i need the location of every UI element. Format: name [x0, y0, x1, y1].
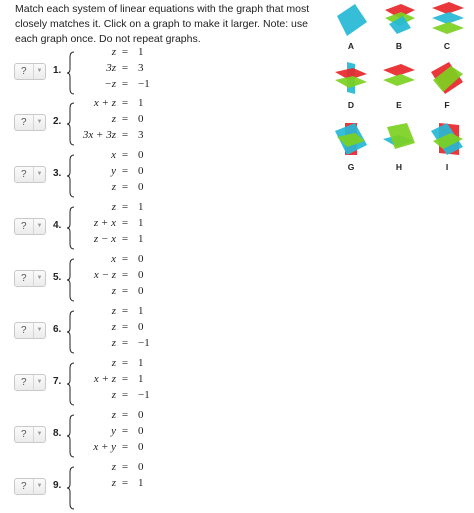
question-number: 7. [53, 376, 62, 387]
equation-lhs: z [111, 389, 116, 401]
equation-rhs: 1 [138, 305, 144, 317]
equation [0, 46, 160, 60]
question-number: 1. [53, 65, 62, 76]
equation-operator: = [121, 357, 129, 369]
equation-lhs: z [111, 305, 116, 317]
equation [0, 389, 160, 403]
equation-operator: = [121, 425, 129, 437]
chevron-down-icon[interactable]: ▼ [33, 115, 45, 130]
equation-rhs: 0 [138, 461, 144, 473]
select-value: ? [21, 273, 27, 284]
equation-operator: = [121, 97, 129, 109]
equation-lhs: z [111, 113, 116, 125]
question-row [0, 253, 330, 305]
equation-operator: = [121, 181, 129, 193]
chevron-down-icon[interactable]: ▼ [33, 375, 45, 390]
equation-operator: = [121, 253, 129, 265]
question-number: 2. [53, 116, 62, 127]
equation-lhs: z [111, 201, 116, 213]
equation-rhs: 1 [138, 217, 144, 229]
question-row [0, 46, 330, 98]
equation-lhs: 3x + 3z [82, 129, 116, 141]
equation-lhs: y [111, 425, 116, 437]
equation-lhs: z [111, 461, 116, 473]
equation-rhs: 0 [138, 409, 144, 421]
question-row [0, 305, 330, 357]
equation [0, 477, 160, 491]
equation-rhs: 0 [138, 441, 144, 453]
question-row [0, 461, 330, 513]
equation [0, 337, 160, 351]
equation-operator: = [121, 46, 129, 58]
graph-label: G [347, 162, 355, 172]
graph-thumbnail[interactable] [333, 2, 369, 38]
equation [0, 305, 160, 319]
question-number: 4. [53, 220, 62, 231]
equation-rhs: 1 [138, 201, 144, 213]
chevron-down-icon[interactable]: ▼ [33, 323, 45, 338]
graph-label: E [396, 100, 402, 110]
equation-lhs: x + z [93, 373, 116, 385]
equation [0, 149, 160, 163]
question-number: 9. [53, 480, 62, 491]
select-value: ? [21, 429, 27, 440]
question-row [0, 149, 330, 201]
equation [0, 181, 160, 195]
equation-lhs: z + x [93, 217, 116, 229]
chevron-down-icon[interactable]: ▼ [33, 479, 45, 494]
equation-operator: = [121, 149, 129, 161]
graph-label: A [347, 41, 355, 51]
graph-label: D [347, 100, 355, 110]
graph-label: F [444, 100, 450, 110]
equation-operator: = [121, 285, 129, 297]
plane-shape [335, 76, 367, 88]
equation-lhs: z [111, 46, 116, 58]
graph-thumbnail[interactable] [333, 60, 369, 96]
equation [0, 165, 160, 179]
question-number: 8. [53, 428, 62, 439]
equation-lhs: 3z [106, 62, 116, 74]
equation-rhs: 1 [138, 97, 144, 109]
plane-shape [383, 64, 415, 76]
equation-operator: = [121, 217, 129, 229]
equation-lhs: x [111, 253, 116, 265]
instructions-text: Match each system of linear equations with the graph that most closely matches it. Click on a graph to make it larger. Note: use each graph once. Do not repeat graphs. [15, 3, 310, 45]
equation-rhs: 1 [138, 373, 144, 385]
equation-rhs: 1 [138, 233, 144, 245]
plane-shape [432, 22, 464, 34]
equation [0, 409, 160, 423]
equation-lhs: x + y [93, 441, 116, 453]
equation-rhs: 0 [138, 165, 144, 177]
equation-operator: = [121, 389, 129, 401]
chevron-down-icon[interactable]: ▼ [33, 427, 45, 442]
question-row [0, 201, 330, 253]
graph-thumbnail[interactable] [429, 2, 465, 38]
chevron-down-icon[interactable]: ▼ [33, 219, 45, 234]
plane-shape [387, 123, 415, 149]
equation [0, 62, 160, 76]
equation [0, 425, 160, 439]
equation [0, 129, 160, 143]
equation-lhs: x + z [93, 97, 116, 109]
equation [0, 97, 160, 111]
plane-shape [432, 2, 464, 14]
equation-rhs: −1 [138, 78, 150, 90]
question-number: 5. [53, 272, 62, 283]
equation-operator: = [121, 461, 129, 473]
equation-lhs: x [111, 149, 116, 161]
equation-lhs: z [111, 337, 116, 349]
equation-operator: = [121, 233, 129, 245]
equation-lhs: z [111, 181, 116, 193]
chevron-down-icon[interactable]: ▼ [33, 271, 45, 286]
equation-rhs: 0 [138, 253, 144, 265]
equation [0, 357, 160, 371]
equation-operator: = [121, 441, 129, 453]
equation-rhs: 1 [138, 477, 144, 489]
select-value: ? [21, 325, 27, 336]
equation-operator: = [121, 113, 129, 125]
equation [0, 217, 160, 231]
graph-thumbnail[interactable] [381, 60, 417, 96]
equation-rhs: 1 [138, 357, 144, 369]
equation-lhs: z [111, 477, 116, 489]
equation-rhs: 3 [138, 62, 144, 74]
graph-label: I [445, 162, 449, 172]
graph-thumbnail[interactable] [381, 2, 417, 38]
equation-lhs: x − z [93, 269, 116, 281]
equation-lhs: z [111, 357, 116, 369]
equation-operator: = [121, 62, 129, 74]
equation [0, 233, 160, 247]
graph-label: H [395, 162, 403, 172]
graph-thumbnail[interactable] [429, 60, 465, 96]
select-value: ? [21, 117, 27, 128]
equation-rhs: 0 [138, 425, 144, 437]
equation-operator: = [121, 269, 129, 281]
equation-lhs: z − x [93, 233, 116, 245]
chevron-down-icon[interactable]: ▼ [33, 167, 45, 182]
equation-rhs: 0 [138, 113, 144, 125]
equation [0, 253, 160, 267]
question-number: 3. [53, 168, 62, 179]
equation-lhs: z [111, 321, 116, 333]
graph-label: C [443, 41, 451, 51]
equation [0, 285, 160, 299]
equation-operator: = [121, 321, 129, 333]
equation-operator: = [121, 129, 129, 141]
equation [0, 201, 160, 215]
equation-lhs: −z [104, 78, 116, 90]
equation-lhs: z [111, 285, 116, 297]
graph-thumbnail[interactable] [429, 121, 465, 157]
equation [0, 461, 160, 475]
equation-rhs: 0 [138, 321, 144, 333]
equation [0, 269, 160, 283]
equation [0, 373, 160, 387]
equation-rhs: 0 [138, 269, 144, 281]
equation [0, 321, 160, 335]
select-value: ? [21, 377, 27, 388]
equation-rhs: −1 [138, 337, 150, 349]
graph-thumbnail[interactable] [381, 121, 417, 157]
equation-operator: = [121, 373, 129, 385]
equation-rhs: 0 [138, 285, 144, 297]
equation [0, 78, 160, 92]
equation-operator: = [121, 409, 129, 421]
equation-lhs: y [111, 165, 116, 177]
equation-operator: = [121, 165, 129, 177]
equation [0, 113, 160, 127]
question-number: 6. [53, 324, 62, 335]
equation-operator: = [121, 477, 129, 489]
graph-label: B [395, 41, 403, 51]
plane-shape [383, 74, 415, 86]
chevron-down-icon[interactable]: ▼ [33, 64, 45, 79]
select-value: ? [21, 481, 27, 492]
equation-rhs: 0 [138, 149, 144, 161]
equation-rhs: −1 [138, 389, 150, 401]
select-value: ? [21, 221, 27, 232]
question-row [0, 97, 330, 149]
plane-shape [432, 12, 464, 24]
equation-operator: = [121, 201, 129, 213]
question-row [0, 409, 330, 461]
select-value: ? [21, 169, 27, 180]
select-value: ? [21, 66, 27, 77]
equation-lhs: z [111, 409, 116, 421]
equation-operator: = [121, 305, 129, 317]
equation-rhs: 1 [138, 46, 144, 58]
graph-thumbnail[interactable] [333, 121, 369, 157]
equation [0, 441, 160, 455]
equation-rhs: 0 [138, 181, 144, 193]
plane-shape [337, 4, 367, 36]
equation-operator: = [121, 337, 129, 349]
equation-operator: = [121, 78, 129, 90]
question-row [0, 357, 330, 409]
equation-rhs: 3 [138, 129, 144, 141]
